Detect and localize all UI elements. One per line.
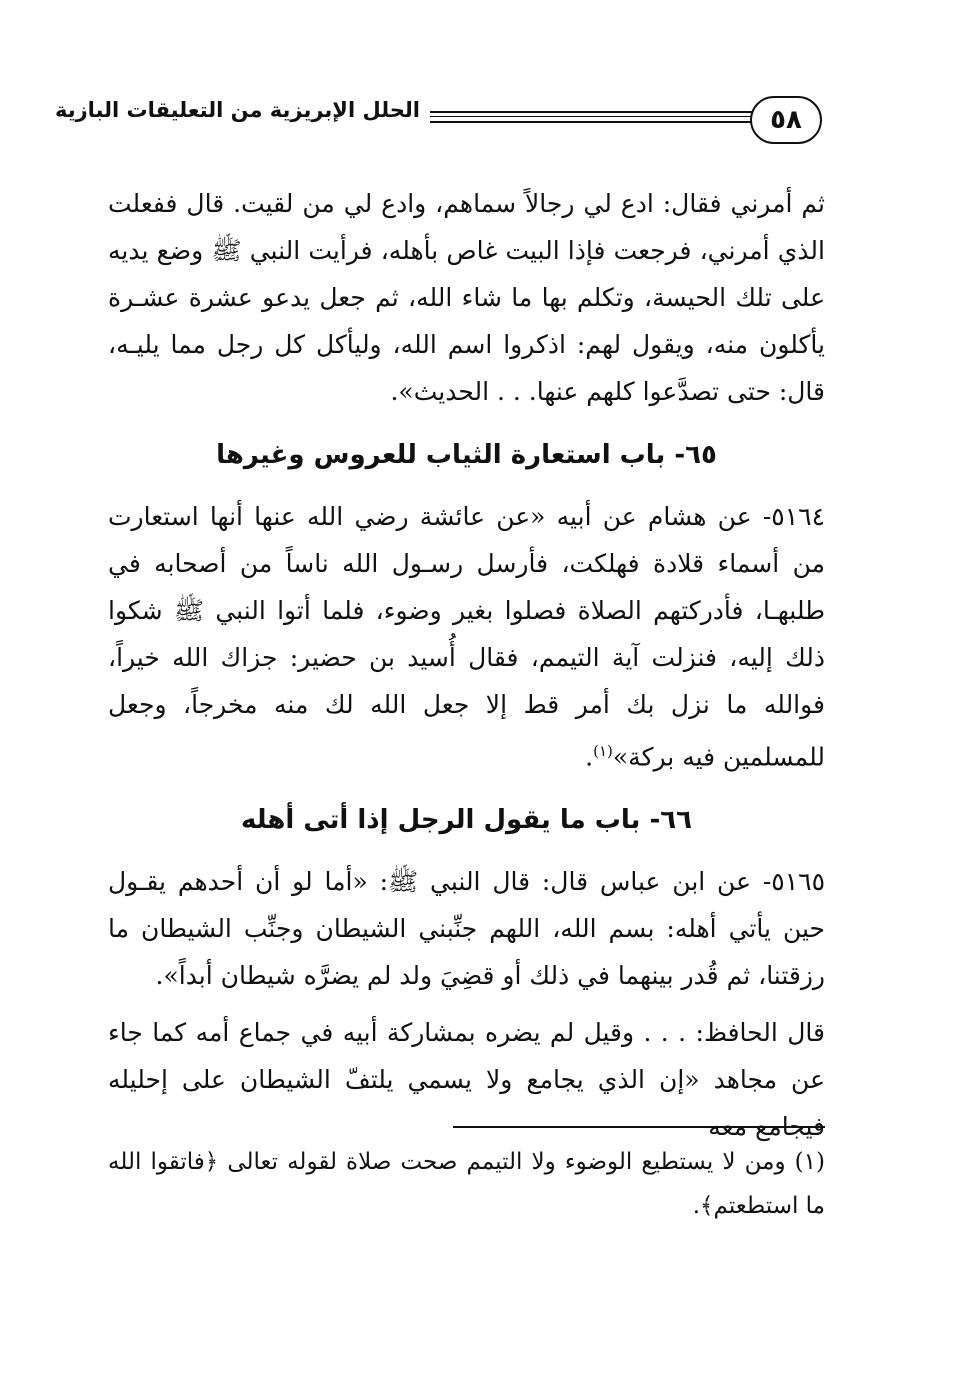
footnote-divider (453, 1126, 825, 1128)
hadith-5164 (108, 493, 825, 780)
page-content (108, 180, 825, 1160)
chapter-heading-66: ٦٦- باب ما يقول الرجل إذا أتى أهله (240, 805, 692, 836)
hafiz-commentary: قال الحافظ: . . . وقيل لم يضره بمشاركة أبيه في جماع أمه كما جاء عن مجاهد «إن الذي يجامع ولا يسمي يلتفّ الشيطان على إحليله فيجامع معه (108, 1018, 825, 1142)
chapter-heading-65: ٦٥- باب استعارة الثياب للعروس وغيرها (216, 440, 717, 470)
running-title: الحلل الإبريزية من التعليقات البازية (54, 98, 420, 122)
footnote: (١) ومن لا يستطيع الوضوء ولا التيمم صحت صلاة لقوله تعالى ﴿فاتقوا الله ما استطعتم﴾. (108, 1149, 825, 1219)
footnote-ref[interactable]: (١) (593, 742, 613, 760)
hadith-5165: ٥١٦٥- عن ابن عباس قال: قال النبي ﷺ: «أما لو أن أحدهم يقـول حين يأتي أهله: بسم الله، اللهم جنِّبني الشيطان وجنِّب الشيطان ما رزقتنا، ثم قُدر بينهما في ذلك أو قضِيَ ولد لم يضرَّه شيطان أبداً». (108, 867, 825, 991)
hadith-5164-text: ٥١٦٤- عن هشام عن أبيه «عن عائشة رضي الله عنها أنها استعارت من أسماء قلادة فهلكت، فأرسل رسـول الله ناساً من أصحابه في طلبهـا، فأدركتهم الصلاة فصلوا بغير وضوء، فلما أتوا النبي ﷺ شكوا ذلك إليه، فنزلت آية التيمم، فقال أُسيد بن حضير: جزاك الله خيراً، فوالله ما نزل بك أمر قط إلا جعل الله لك منه مخرجاً، وجعل للمسلمين فيه بركة» (108, 502, 825, 772)
page-number: ٥٨ (750, 96, 822, 144)
page-header (54, 96, 825, 152)
paragraph-continuation: ثم أمرني فقال: ادع لي رجالاً سماهم، وادع لي من لقيت. قال ففعلت الذي أمرني، فرجعت فإذا البيت غاص بأهله، فرأيت النبي ﷺ وضع يديه على تلك الحيسة، وتكلم بها ما شاء الله، ثم جعل يدعو عشرة عشـرة يأكلون منه، ويقول لهم: اذكروا اسم الله، وليأكل كل رجل مما يليـه، قال: حتى تصدَّعوا كلهم عنها. . . الحديث». (108, 189, 825, 406)
header-rule (430, 111, 752, 123)
hadith-5164-end: . (585, 742, 594, 772)
